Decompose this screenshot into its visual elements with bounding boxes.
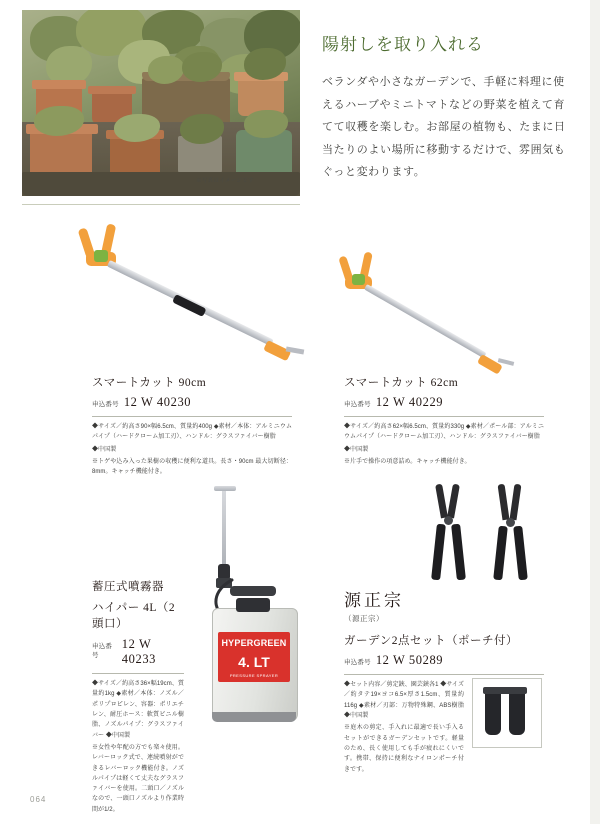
product-garden-set	[344, 586, 544, 777]
page-edge-band	[590, 0, 600, 824]
spec-line: ◆中国製	[92, 446, 117, 453]
brand-mark: 源正宗	[344, 591, 404, 610]
sprayer-brand-text: HYPERGREEN	[221, 638, 287, 648]
spec-line: ※片手で操作の項意詰め。キャッチ機能付き。	[344, 458, 471, 465]
spec-line: ◆中国製	[344, 446, 369, 453]
product-title: スマートカット 62cm	[344, 377, 459, 389]
spec-line: ※庭木の剪定、手入れに最適で長い手入るセットができるガーデンセットです。軽量のため、長く使用しても手が疲れにくいです。携帯、保持に便利なナイロンポーチ付きです。	[344, 725, 464, 773]
product-code-row	[92, 637, 184, 667]
spec-line: ◆セット内容／剪定鋏、園芸鋏各1 ◆サイズ／約タテ19×ヨコ6.5×厚さ1.5cm、質量約116g ◆素材／刃部：万物特殊鋼、ABS樹脂 ◆中国製	[344, 682, 464, 719]
page-number: 064	[30, 795, 47, 804]
product-smartcut-90	[92, 374, 292, 480]
product-code: 12 W 50289	[375, 653, 444, 667]
product-code-label: 申込番号	[92, 643, 113, 659]
product-code-label: 申込番号	[344, 659, 371, 666]
hero-photo	[22, 10, 300, 196]
product-spec	[344, 422, 544, 467]
product-code: 12 W 40230	[123, 395, 192, 409]
product-code: 12 W 40229	[375, 395, 444, 409]
product-smartcut-62	[344, 374, 544, 469]
spec-line: ※女性や年配の方でも楽々使用。レバーロック式で、連続噴射ができるレバーロック機能付き。ノズルパイプは軽くて丈夫なグラスファイバーを使用。二頭口／ノズルなので、一頭口ノズルより作業時間が1/2。	[92, 744, 184, 813]
product-spec	[92, 422, 292, 478]
product-code-label: 申込番号	[344, 401, 371, 408]
spec-line: ◆サイズ／約高さ90×幅6.5cm、質量約400g ◆素材／本体：アルミニウムパイプ（ハードクローム加工刃）、ハンドル：グラスファイバー樹脂	[92, 424, 292, 441]
spec-line: ◆サイズ／約高さ36×幅19cm、質量約1kg ◆素材／本体：ノズル／ポリプロピレン、容器：ポリエチレン、耐圧ホース：軟質ビニル樹脂、ノズルパイプ：グラスファイバー ◆中国製	[92, 681, 184, 739]
product-image-smartcut-90	[80, 222, 300, 372]
sprayer-sub-text: PRESSURE SPRAYER	[229, 673, 279, 678]
intro-title: 陽射しを取り入れる	[322, 35, 484, 54]
product-sprayer	[92, 578, 184, 817]
product-spec	[92, 679, 184, 815]
intro-block	[322, 30, 572, 184]
product-image-smartcut-62	[340, 250, 520, 370]
hero-photo-caption: ※写真はイメージです	[196, 178, 254, 184]
product-divider	[344, 416, 544, 417]
product-divider	[344, 674, 544, 675]
product-code-label: 申込番号	[92, 401, 119, 408]
product-spec	[344, 680, 464, 775]
intro-body: ベランダや小さなガーデンで、手軽に料理に使えるハーブやミニトマトなどの野菜を植えて育てて収穫を楽しむ。お部屋の植物も、たまに日当たりのよい場所に移動するだけで、雰囲気もぐっと変わります。	[322, 76, 566, 179]
product-title: ガーデン2点セット（ポーチ付）	[344, 635, 519, 647]
spec-line: ◆サイズ／約高さ62×幅6.5cm、質量約330g ◆素材／ポール部：アルミニウムパイプ（ハードクローム加工刃）、ハンドル：グラスファイバー樹脂	[344, 424, 544, 441]
sprayer-volume-text: 4. LT	[238, 654, 270, 670]
product-title: スマートカット 90cm	[92, 377, 207, 389]
pouch-inset-box	[472, 678, 542, 748]
product-title-secondary: ハイパー 4L（2頭口）	[92, 602, 176, 630]
spec-line: ※トゲや込み入った果樹の収穫に便利な道具。長さ・90cm 最大切断径：8mm。キャッチ機能付き。	[92, 458, 292, 476]
product-image-shears	[420, 480, 550, 590]
brand-mark-reading: （源正宗）	[344, 614, 384, 623]
product-code-row	[92, 395, 292, 410]
product-code-row	[344, 395, 544, 410]
product-code-row	[344, 653, 544, 668]
product-divider	[92, 673, 184, 674]
product-divider	[92, 416, 292, 417]
product-image-sprayer	[190, 480, 320, 745]
product-title: 蓄圧式噴霧器	[92, 581, 164, 593]
product-code: 12 W 40233	[121, 637, 157, 666]
hero-divider	[22, 204, 300, 205]
sprayer-brand-label	[218, 632, 290, 682]
